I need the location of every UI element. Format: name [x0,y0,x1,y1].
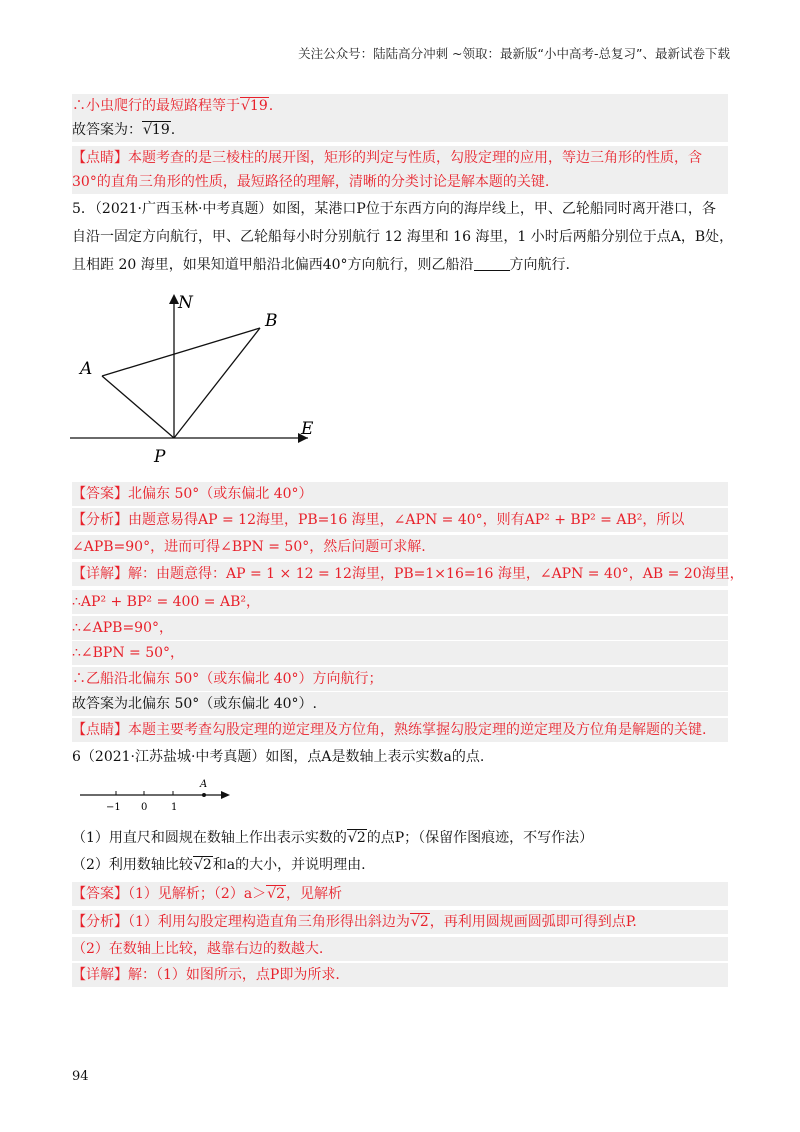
sqrt-radicand: √2 [193,857,212,873]
answer-line: 【答案】（1）见解析；（2）a＞√2，见解析 [72,882,728,906]
question-text: （2）利用数轴比较√2和a的大小，并说明理由. [72,857,366,873]
analysis-line: ∠APB=90°，进而可得∠BPN = 50°，然后问题可求解. [72,535,728,559]
page-number: 94 [72,1069,89,1084]
detail-line: 故答案为北偏东 50°（或东偏北 40°）. [72,692,728,716]
text: ∴小虫爬行的最短路程等于 [72,98,240,114]
page-header: 关注公众号：陆陆高分冲刺 ~领取：最新版“小中高考-总复习”、最新试卷下载 [298,46,730,61]
bearing-figure [60,282,330,468]
question-text: 5．（2021·广西玉林·中考真题）如图，某港口P位于东西方向的海岸线上，甲、乙轮船同时离开港口，各 [72,201,716,217]
question-text: 且相距 20 海里，如果知道甲船沿北偏西40°方向航行，则乙船沿 方向航行. [72,257,570,273]
question-text: 自沿一固定方向航行，甲、乙轮船每小时分别航行 12 海里和 16 海里，1 小时后两船分别位于点A，B处， [72,229,734,245]
label-b: B [265,311,278,331]
sqrt-radicand: √2 [267,886,286,902]
label-p: P [154,447,166,467]
question-text: 6（2021·江苏盐城·中考真题）如图，点A是数轴上表示实数a的点. [72,749,485,765]
tick-label: −1 [106,802,121,813]
segment-pb [174,328,260,438]
axis-arrow-icon [221,791,230,799]
text-line: 30°的直角三角形的性质，最短路径的理解，清晰的分类讨论是解本题的关键. [72,170,728,194]
tick-label: 1 [171,802,178,813]
label-a: A [80,359,93,379]
point-a-dot [202,793,206,797]
text-line: 故答案为：√19. [72,118,728,142]
label-e: E [301,419,314,439]
label-a: A [200,779,208,790]
sqrt-radicand: √2 [410,914,429,930]
analysis-line: （2）在数轴上比较，越靠右边的数越大. [72,937,728,961]
text-line: 【点睛】本题考查的是三棱柱的展开图，矩形的判定与性质，勾股定理的应用，等边三角形的性质，含 [72,146,728,170]
answer-blank [474,256,510,271]
analysis-line: 【分析】由题意易得AP = 12海里，PB=16 海里，∠APN = 40°，则有AP² + BP² = AB²，所以 [72,508,728,532]
detail-line: ∴AP² + BP² = 400 = AB²， [72,590,728,614]
detail-line: ∴乙船沿北偏东 50°（或东偏北 40°）方向航行； [72,667,728,691]
detail-line: ∴∠BPN = 50°， [72,641,728,665]
text: 故答案为： [72,122,142,138]
detail-line: 【详解】解：（1）如图所示，点P即为所求. [72,963,728,987]
detail-line: ∴∠APB=90°， [72,616,728,640]
tick-label: 0 [141,802,148,813]
answer-line: 【答案】北偏东 50°（或东偏北 40°） [72,482,728,506]
segment-ab [102,328,260,376]
number-line-figure [72,774,242,814]
question-text: （1）用直尺和圆规在数轴上作出表示实数的√2的点P；（保留作图痕迹，不写作法） [72,830,594,846]
text-line: ∴小虫爬行的最短路程等于√19. [72,94,728,118]
comment-line: 【点睛】本题主要考查勾股定理的逆定理及方位角，熟练掌握勾股定理的逆定理及方位角是解题的关键. [72,718,728,742]
label-n: N [178,293,193,313]
sqrt-radicand: √2 [347,830,366,846]
sqrt-radicand: √19 [143,122,170,138]
segment-pa [102,376,174,438]
detail-line: 【详解】解：由题意得：AP = 1 × 12 = 12海里，PB=1×16=16 海里，∠APN = 40°，AB = 20海里， [72,562,728,586]
analysis-line: 【分析】（1）利用勾股定理构造直角三角形得出斜边为√2，再利用圆规画圆弧即可得到点P. [72,910,728,934]
sqrt-radicand: √19 [241,98,268,114]
